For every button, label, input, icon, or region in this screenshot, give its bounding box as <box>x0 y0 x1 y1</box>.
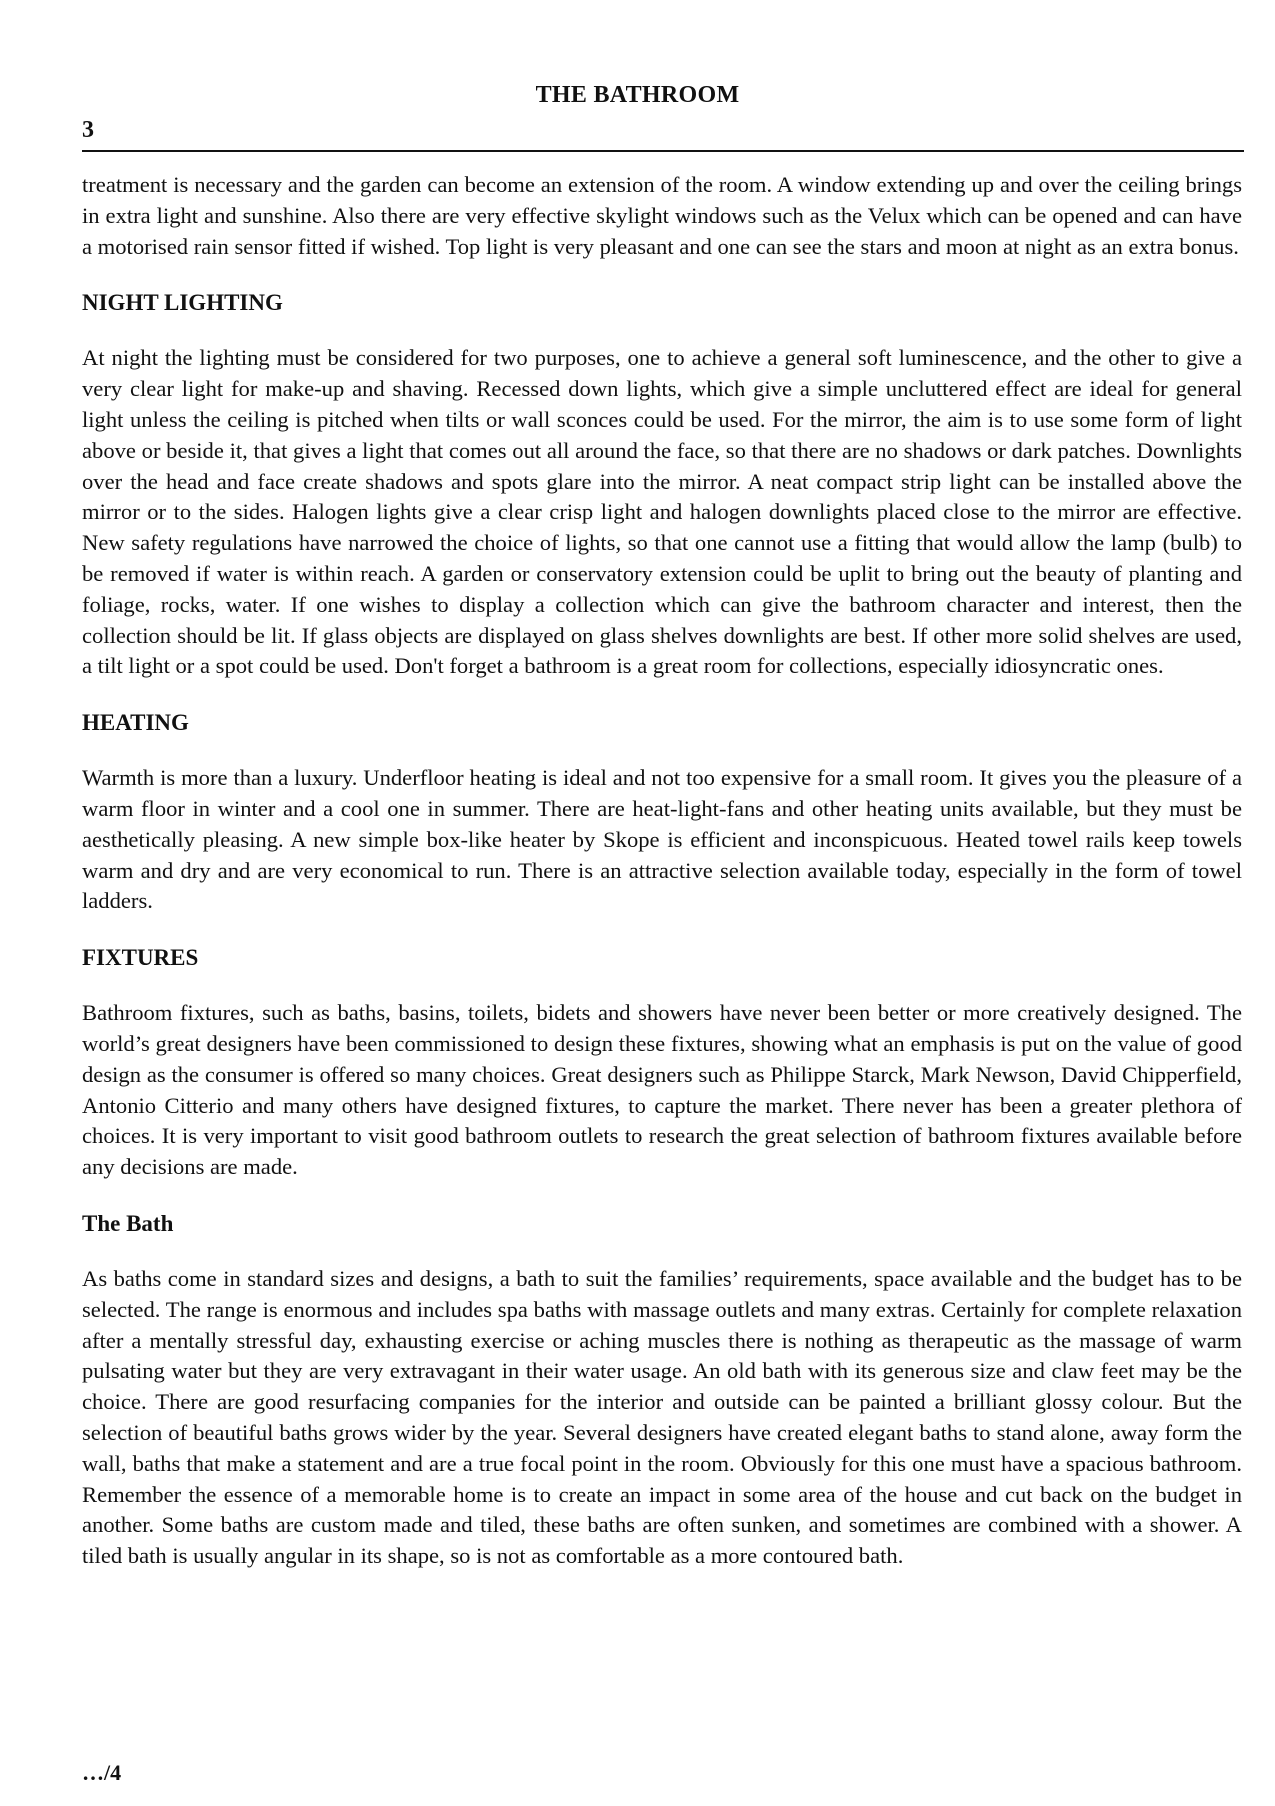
section-text-fixtures: Bathroom fixtures, such as baths, basins, toilets, bidets and showers have never been better or more creatively designed. The world’s great designers have been commissioned to design these fixtures, showing what an emphasis is put on the value of good design as the consumer is offered so many choices. Great designers such as Philippe Starck, Mark Newson, David Chipperfield, Antonio Citterio and many others have designed fixtures, to capture the market. There never has been a greater plethora of choices. It is very important to visit good bathroom outlets to research the great selection of bathroom fixtures available before any decisions are made. <box>82 1000 1242 1180</box>
body-content <box>82 170 1242 1572</box>
continuation-marker: …/4 <box>82 1760 122 1785</box>
intro-paragraph: treatment is necessary and the garden can become an extension of the room. A window extending up and over the ceiling brings in extra light and sunshine. Also there are very effective skylight windows such as the Velux which can be opened and can have a motorised rain sensor fitted if wished. Top light is very pleasant and one can see the stars and moon at night as an extra bonus. <box>82 172 1242 259</box>
section-text-heating: Warmth is more than a luxury. Underfloor heating is ideal and not too expensive for a small room. It gives you the pleasure of a warm floor in winter and a cool one in summer. There are heat-light-fans and other heating units available, but they must be aesthetically pleasing. A new simple box-like heater by Skope is efficient and inconspicuous. Heated towel rails keep towels warm and dry and are very economical to run. There is an attractive selection available today, especially in the form of towel ladders. <box>82 765 1242 914</box>
section-heading-heating: HEATING <box>82 710 189 736</box>
page-number: 3 <box>82 117 94 143</box>
section-text-the-bath: As baths come in standard sizes and designs, a bath to suit the families’ requirements, space available and the budget has to be selected. The range is enormous and includes spa baths with massage outlets and many extras. Certainly for complete relaxation after a mentally stressful day, exhausting exercise or aching muscles there is nothing as therapeutic as the massage of warm pulsating water but they are very extravagant in their water usage. An old bath with its generous size and claw feet may be the choice. There are good resurfacing companies for the interior and outside can be painted a brilliant glossy colour. But the selection of beautiful baths grows wider by the year. Several designers have created elegant baths to stand alone, away form the wall, baths that make a statement and are a true focal point in the room. Obviously for this one must have a spacious bathroom. Remember the essence of a memorable home is to create an impact in some area of the house and cut back on the budget in another. Some baths are custom made and tiled, these baths are often sunken, and sometimes are combined with a shower. A tiled bath is usually angular in its shape, so is not as comfortable as a more contoured bath. <box>82 1265 1242 1569</box>
section-heading-night-lighting: NIGHT LIGHTING <box>82 290 283 316</box>
section-heading-fixtures: FIXTURES <box>82 945 199 971</box>
header-rule <box>82 150 1244 152</box>
section-text-night-lighting: At night the lighting must be considered for two purposes, one to achieve a general soft luminescence, and the other to give a very clear light for make-up and shaving. Recessed down lights, which give a simple uncluttered effect are ideal for general light unless the ceiling is pitched when tilts or wall sconces could be used. For the mirror, the aim is to use some form of light above or beside it, that gives a light that comes out all around the face, so that there are no shadows or dark patches. Downlights over the head and face create shadows and spots glare into the mirror. A neat compact strip light can be installed above the mirror or to the sides. Halogen lights give a clear crisp light and halogen downlights placed close to the mirror are effective. New safety regulations have narrowed the choice of lights, so that one cannot use a fitting that would allow the lamp (bulb) to be removed if water is within reach. A garden or conservatory extension could be uplit to bring out the beauty of planting and foliage, rocks, water. If one wishes to display a collection which can give the bathroom character and interest, then the collection should be lit. If glass objects are displayed on glass shelves downlights are best. If other more solid shelves are used, a tilt light or a spot could be used. Don't forget a bathroom is a great room for collections, especially idiosyncratic ones. <box>82 345 1242 679</box>
running-title: THE BATHROOM <box>535 82 740 108</box>
section-heading-the-bath: The Bath <box>82 1210 174 1236</box>
